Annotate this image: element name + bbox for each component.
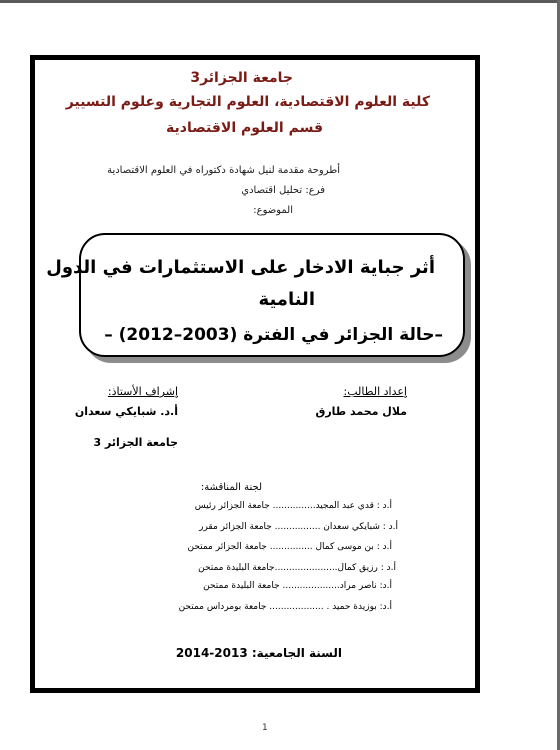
committee-member: أ.د : قدي عبد المجيد............... جامعة الجزائر رئيس: [194, 501, 392, 511]
supervisor-university: جامعة الجزائر 3: [93, 436, 178, 449]
committee-member: أ.د : رزيق كمال......................جامعة البليدة ممتحن: [198, 563, 396, 573]
academic-year: السنة الجامعية: 2013-2014: [175, 646, 342, 660]
window-top-edge: [0, 0, 560, 3]
page-number: 1: [262, 723, 268, 733]
supervisor-name: أ.د. شبايكي سعدان: [74, 405, 178, 418]
committee-title: لجنة المناقشة:: [200, 482, 262, 493]
department-name: قسم العلوم الاقتصادية: [166, 120, 323, 136]
committee-member: أ.د: ناصر مراد.................... جامعة البليدة ممتحن: [203, 581, 392, 591]
faculty-name: كلية العلوم الاقتصادية، العلوم التجارية وعلوم التسيير: [65, 94, 430, 110]
committee-member: أ.د : شبايكي سعدان ................ جامعة الجزائر مقرر: [199, 522, 398, 532]
committee-member: أ.د: بوزيدة حميد . ................... جامعة بومرداس ممتحن: [178, 602, 392, 612]
title-line-3: –حالة الجزائر في الفترة (2003–2012) –: [104, 325, 443, 345]
thesis-branch: فرع: تحليل اقتصادي: [241, 185, 325, 196]
subject-label: الموضوع:: [253, 205, 293, 216]
prepared-by-label: إعداد الطالب:: [343, 385, 407, 398]
title-box: [46, 233, 465, 357]
thesis-type: أطروحة مقدمة لنيل شهادة دكتوراه في العلوم الاقتصادية: [107, 165, 340, 176]
supervisor-label: إشراف الأستاذ:: [107, 385, 178, 398]
title-line-2: النامية: [258, 289, 315, 310]
university-name: جامعة الجزائر3: [190, 70, 293, 86]
student-name: ملال محمد طارق: [315, 405, 407, 418]
title-line-1: أثر جباية الادخار على الاستثمارات في الدول: [46, 257, 435, 278]
page-frame: [30, 55, 480, 693]
committee-member: أ.د : بن موسى كمال ............... جامعة الجزائر ممتحن: [187, 542, 392, 552]
